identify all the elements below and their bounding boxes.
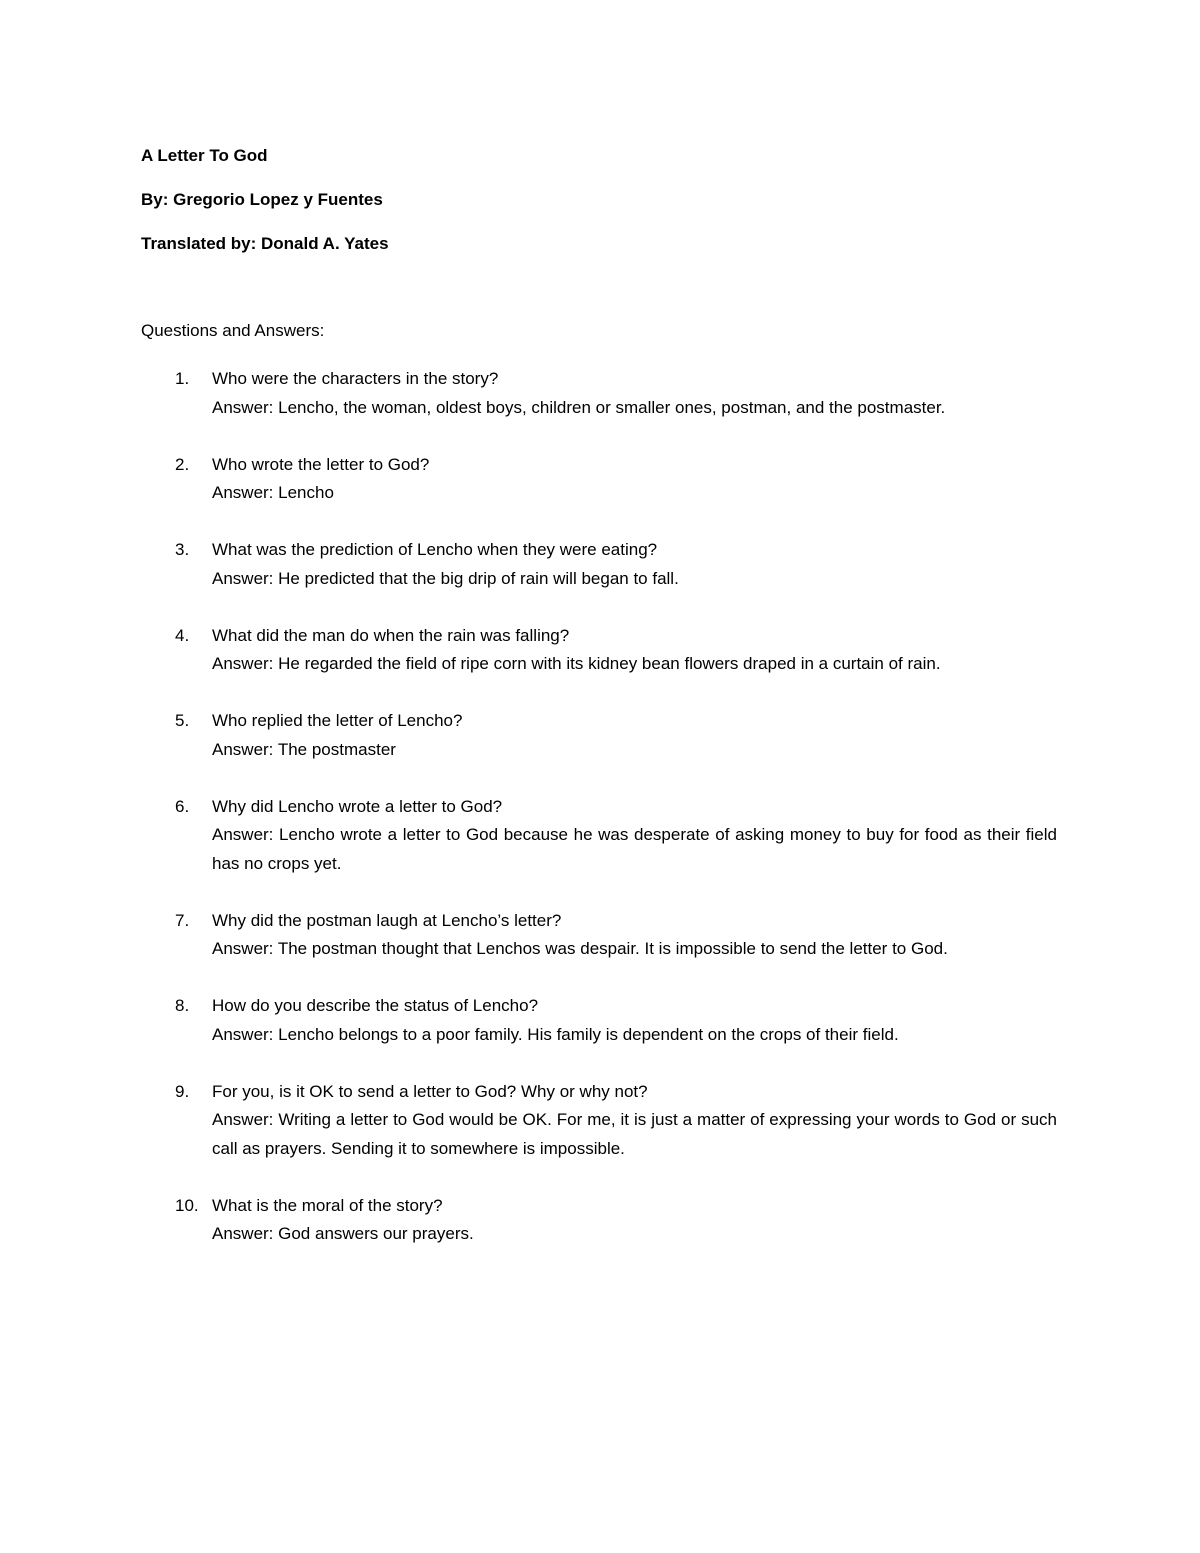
qa-number: 9. <box>175 1081 190 1101</box>
qa-number: 8. <box>175 996 190 1015</box>
qa-number: 3. <box>175 540 190 559</box>
qa-question: For you, is it OK to send a letter to God? Why or why not? <box>212 1081 648 1101</box>
qa-number: 5. <box>175 711 190 730</box>
qa-item <box>141 793 1057 879</box>
qa-list <box>141 365 1057 1277</box>
qa-question: Why did Lencho wrote a letter to God? <box>212 796 503 816</box>
qa-question: What is the moral of the story? <box>212 1195 443 1215</box>
qa-question: Who replied the letter of Lencho? <box>212 711 463 730</box>
qa-item <box>141 365 1057 422</box>
qa-item <box>141 907 1057 964</box>
qa-answer: Answer: Lencho wrote a letter to God because he was desperate of asking money to buy for food as their field has no crops yet. <box>212 825 1057 873</box>
qa-number: 7. <box>175 910 190 930</box>
qa-question: Who were the characters in the story? <box>212 369 499 388</box>
qa-answer: Answer: Lencho <box>212 483 334 502</box>
qa-question: What did the man do when the rain was falling? <box>212 625 570 645</box>
qa-question: Who wrote the letter to God? <box>212 454 430 474</box>
qa-item <box>141 1192 1057 1249</box>
qa-answer: Answer: He predicted that the big drip of rain will began to fall. <box>212 568 679 588</box>
qa-answer: Answer: God answers our prayers. <box>212 1224 474 1243</box>
qa-answer: Answer: The postmaster <box>212 739 396 759</box>
qa-number: 6. <box>175 796 190 816</box>
qa-question: How do you describe the status of Lencho? <box>212 996 539 1015</box>
section-label: Questions and Answers: <box>141 321 325 340</box>
document-author: By: Gregorio Lopez y Fuentes <box>141 190 383 209</box>
qa-answer: Answer: The postman thought that Lenchos was despair. It is impossible to send the letter to God. <box>212 939 948 958</box>
document-title: A Letter To God <box>141 146 268 165</box>
qa-number: 10. <box>175 1195 199 1215</box>
qa-item <box>141 1078 1057 1164</box>
qa-number: 1. <box>175 369 190 388</box>
qa-item <box>141 536 1057 593</box>
qa-number: 2. <box>175 454 190 474</box>
qa-question: What was the prediction of Lencho when they were eating? <box>212 540 658 559</box>
document-translator: Translated by: Donald A. Yates <box>141 234 389 253</box>
qa-item <box>141 451 1057 508</box>
qa-answer: Answer: Lencho, the woman, oldest boys, children or smaller ones, postman, and the postmaster. <box>212 397 946 417</box>
qa-question: Why did the postman laugh at Lencho’s letter? <box>212 910 562 930</box>
qa-item <box>141 707 1057 764</box>
qa-answer: Answer: Lencho belongs to a poor family. His family is dependent on the crops of their field. <box>212 1024 899 1044</box>
qa-answer: Answer: Writing a letter to God would be OK. For me, it is just a matter of expressing your words to God or such call as prayers. Sending it to somewhere is impossible. <box>212 1110 1057 1158</box>
qa-number: 4. <box>175 625 190 645</box>
qa-item <box>141 992 1057 1049</box>
qa-answer: Answer: He regarded the field of ripe corn with its kidney bean flowers draped in a curtain of rain. <box>212 654 941 673</box>
qa-item <box>141 622 1057 679</box>
